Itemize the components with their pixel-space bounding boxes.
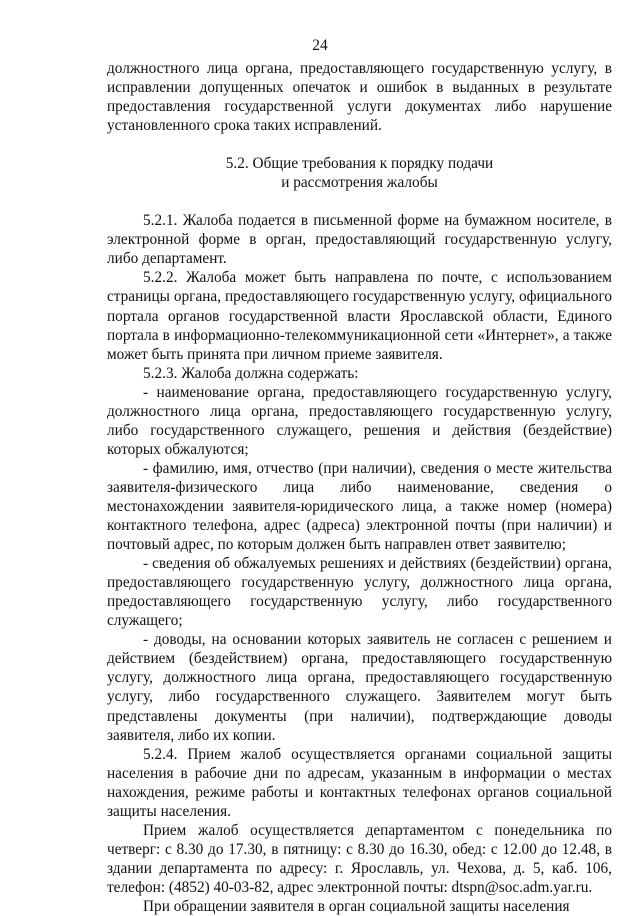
page-number: 24 (312, 37, 328, 54)
list-item-name-of-body: - наименование органа, предоставляющего государственную услугу, должностного лица органа, предоставляющего государственную услугу, либо государственного служащего, решения и действия (бездействие) которых обжалуются; (107, 383, 612, 458)
section-heading (107, 154, 612, 192)
paragraph-5-2-1: 5.2.1. Жалоба подается в письменной форме на бумажном носителе, в электронной форме в орган, предоставляющий государственную услугу, либо департамент. (107, 212, 612, 268)
continuation-paragraph: должностного лица органа, предоставляющего государственную услугу, в исправлении допущенных опечаток и ошибок в выданных в результате предоставления государственной услуги документах либо нарушение установленного срока таких исправлений. (107, 60, 612, 135)
section-heading-line-1: 5.2. Общие требования к порядку подачи (225, 155, 494, 173)
paragraph-applicant-appeal: При обращении заявителя в орган социальной защиты населения (143, 897, 570, 915)
list-item-applicant-details: - фамилию, имя, отчество (при наличии), сведения о месте жительства заявителя-физического лица либо наименование, сведения о местонахождении заявителя-юридического лица, а также номер (номера) контактного телефона, адрес (адреса) электронной почты (при наличии) и почтовый адрес, по которым должен быть направлен ответ заявителю; (107, 459, 612, 554)
list-item-arguments: - доводы, на основании которых заявитель не согласен с решением и действием (бездействием) органа, предоставляющего государственную услугу, должностного лица органа, предоставляющего государственную услугу, либо государственного служащего. Заявителем могут быть представлены документы (при наличии), подтверждающие доводы заявителя, либо их копии. (107, 631, 612, 744)
body-text (107, 59, 612, 916)
paragraph-5-2-3: 5.2.3. Жалоба должна содержать: (143, 364, 359, 382)
paragraph-5-2-2: 5.2.2. Жалоба может быть направлена по почте, с использованием страницы органа, предоставляющего государственную услугу, официального портала органов государственной власти Ярославской области, Единого портала в информационно-телекоммуникационной сети «Интернет», а также может быть принята при личном приеме заявителя. (107, 269, 612, 363)
paragraph-department-hours: Прием жалоб осуществляется департаментом с понедельника по четверг: с 8.30 до 17.30, в пятницу: с 8.30 до 16.30, обед: с 12.00 до 12.48, в здании департамента по адресу: г. Ярославль, ул. Чехова, д. 5, каб. 106, телефон: (4852) 40-03-82, адрес электронной почты: dtspn@soc.adm.yar.ru. (107, 821, 612, 896)
section-heading-line-2: и рассмотрения жалобы (281, 174, 438, 192)
list-item-appealed-decisions: - сведения об обжалуемых решениях и действиях (бездействии) органа, предоставляющего государственную услугу, должностного лица органа, предоставляющего государственную услугу, либо государственного служащего; (107, 555, 612, 630)
paragraph-5-2-4: 5.2.4. Прием жалоб осуществляется органами социальной защиты населения в рабочие дни по адресам, указанным в информации о местах нахождения, режиме работы и контактных телефонах органов социальной защиты населения. (107, 745, 612, 820)
